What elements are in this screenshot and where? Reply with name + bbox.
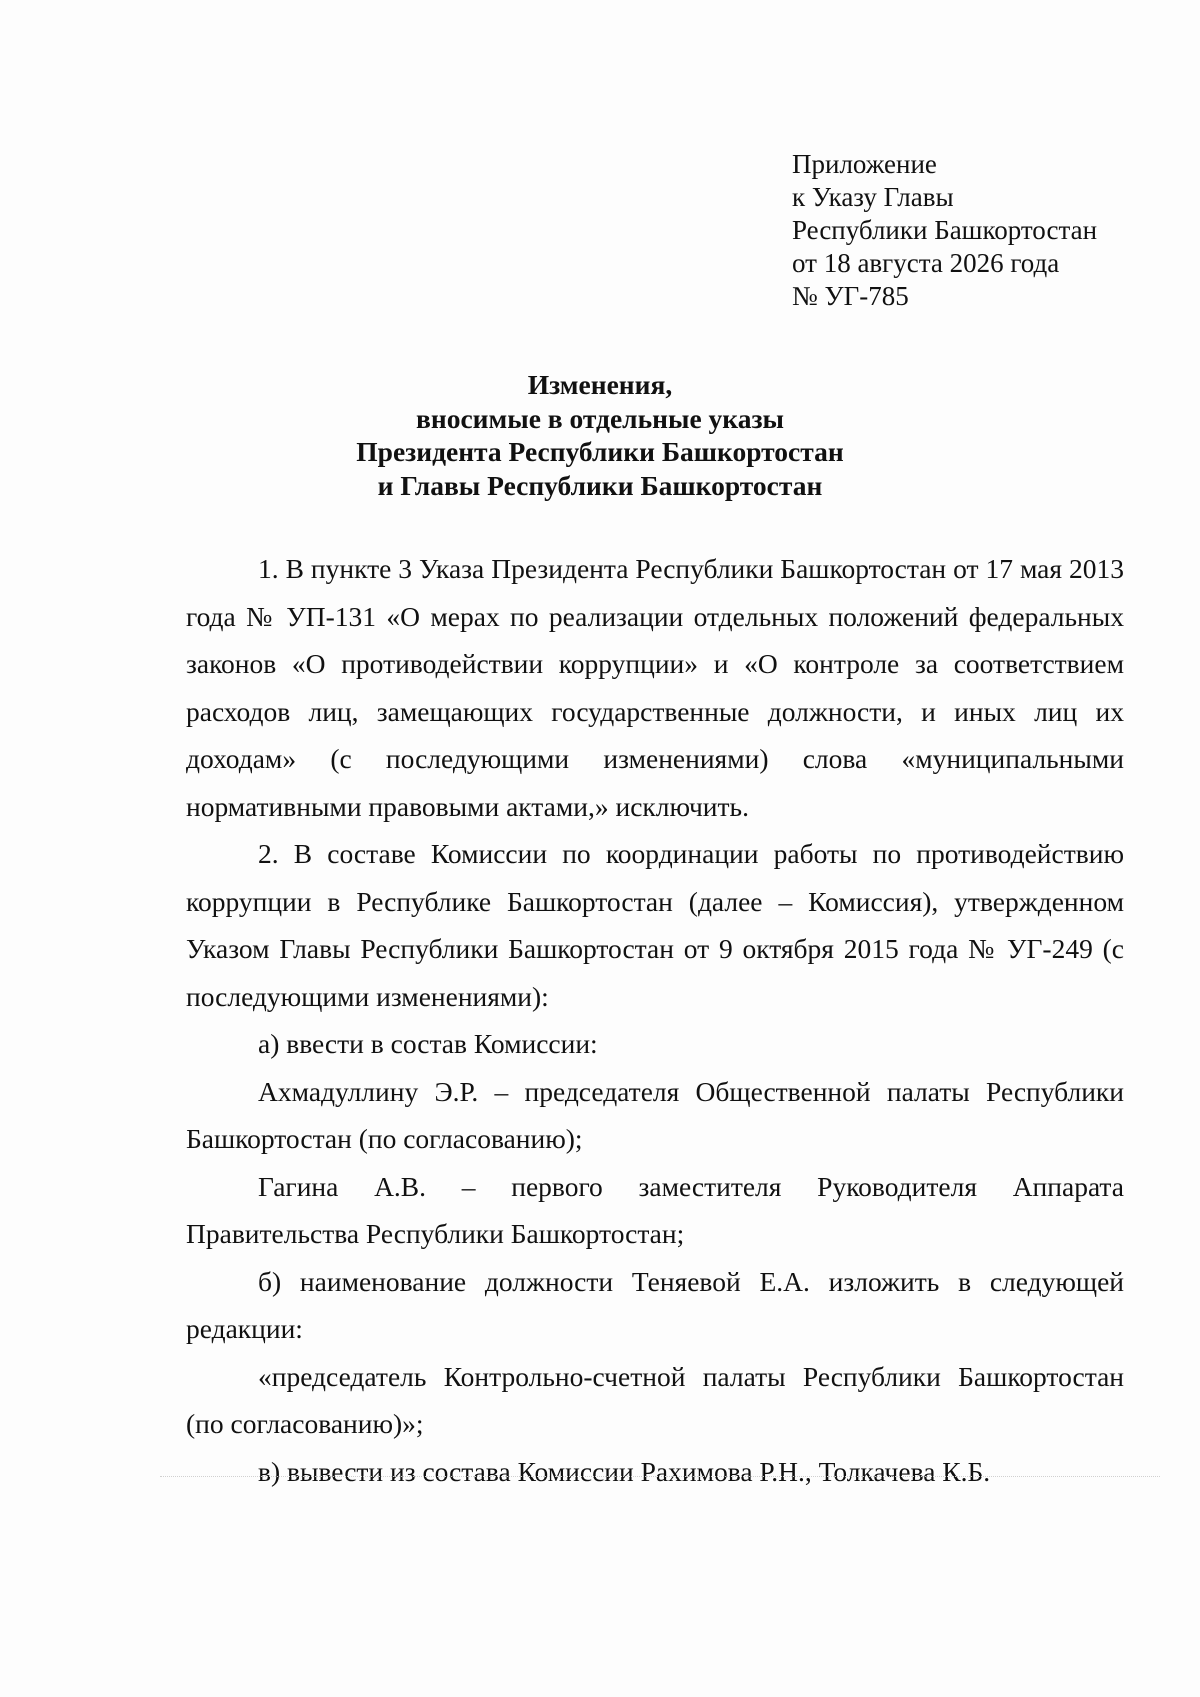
paragraph-item-2a: а) ввести в состав Комиссии: xyxy=(258,1028,598,1059)
appendix-line: к Указу Главы xyxy=(792,182,954,212)
scan-artifact-line xyxy=(160,1476,1160,1477)
document-title xyxy=(0,368,1200,502)
title-line: Президента Республики Башкортостан xyxy=(356,436,844,467)
title-line: Изменения, xyxy=(527,369,673,400)
title-line: и Главы Республики Башкортостан xyxy=(377,469,823,501)
appendix-line: от 18 августа 2026 года xyxy=(792,248,1060,278)
paragraph-item-2c: в) вывести из состава Комиссии Рахимова Р.Н., Толкачева К.Б. xyxy=(258,1455,991,1487)
document-body xyxy=(186,545,1124,1495)
appendix-line: № УГ-785 xyxy=(792,281,909,311)
paragraph-item-1: 1. В пункте 3 Указа Президента Республики Башкортостан от 17 мая 2013 года № УП-131 «О мерах по реализации отдельных положений федеральных законов «О противодействии коррупции» и «О контроле за соответствием расходов лиц, замещающих государственные должности, и иных лиц их доходам» (с последующими изменениями) слова «муниципальными нормативными правовыми актами,» исключить. xyxy=(186,553,1124,822)
paragraph-member-1: Ахмадуллину Э.Р. – председателя Общественной палаты Республики Башкортостан (по согласованию); xyxy=(186,1075,1124,1154)
appendix-block xyxy=(792,148,1152,313)
appendix-line: Республики Башкортостан xyxy=(792,215,1098,245)
paragraph-quote: «председатель Контрольно-счетной палаты Республики Башкортостан (по согласованию)»; xyxy=(186,1360,1124,1439)
appendix-line: Приложение xyxy=(792,149,937,179)
title-line: вносимые в отдельные указы xyxy=(416,402,784,434)
paragraph-member-2: Гагина А.В. – первого заместителя Руководителя Аппарата Правительства Республики Башкортостан; xyxy=(186,1170,1124,1249)
paragraph-item-2: 2. В составе Комиссии по координации работы по противодействию коррупции в Республике Башкортостан (далее – Комиссия), утвержденном Указом Главы Республики Башкортостан от 9 октября 2015 года № УГ-249 (с последующими изменениями): xyxy=(186,838,1124,1012)
paragraph-item-2b: б) наименование должности Теняевой Е.А. изложить в следующей редакции: xyxy=(186,1265,1124,1344)
